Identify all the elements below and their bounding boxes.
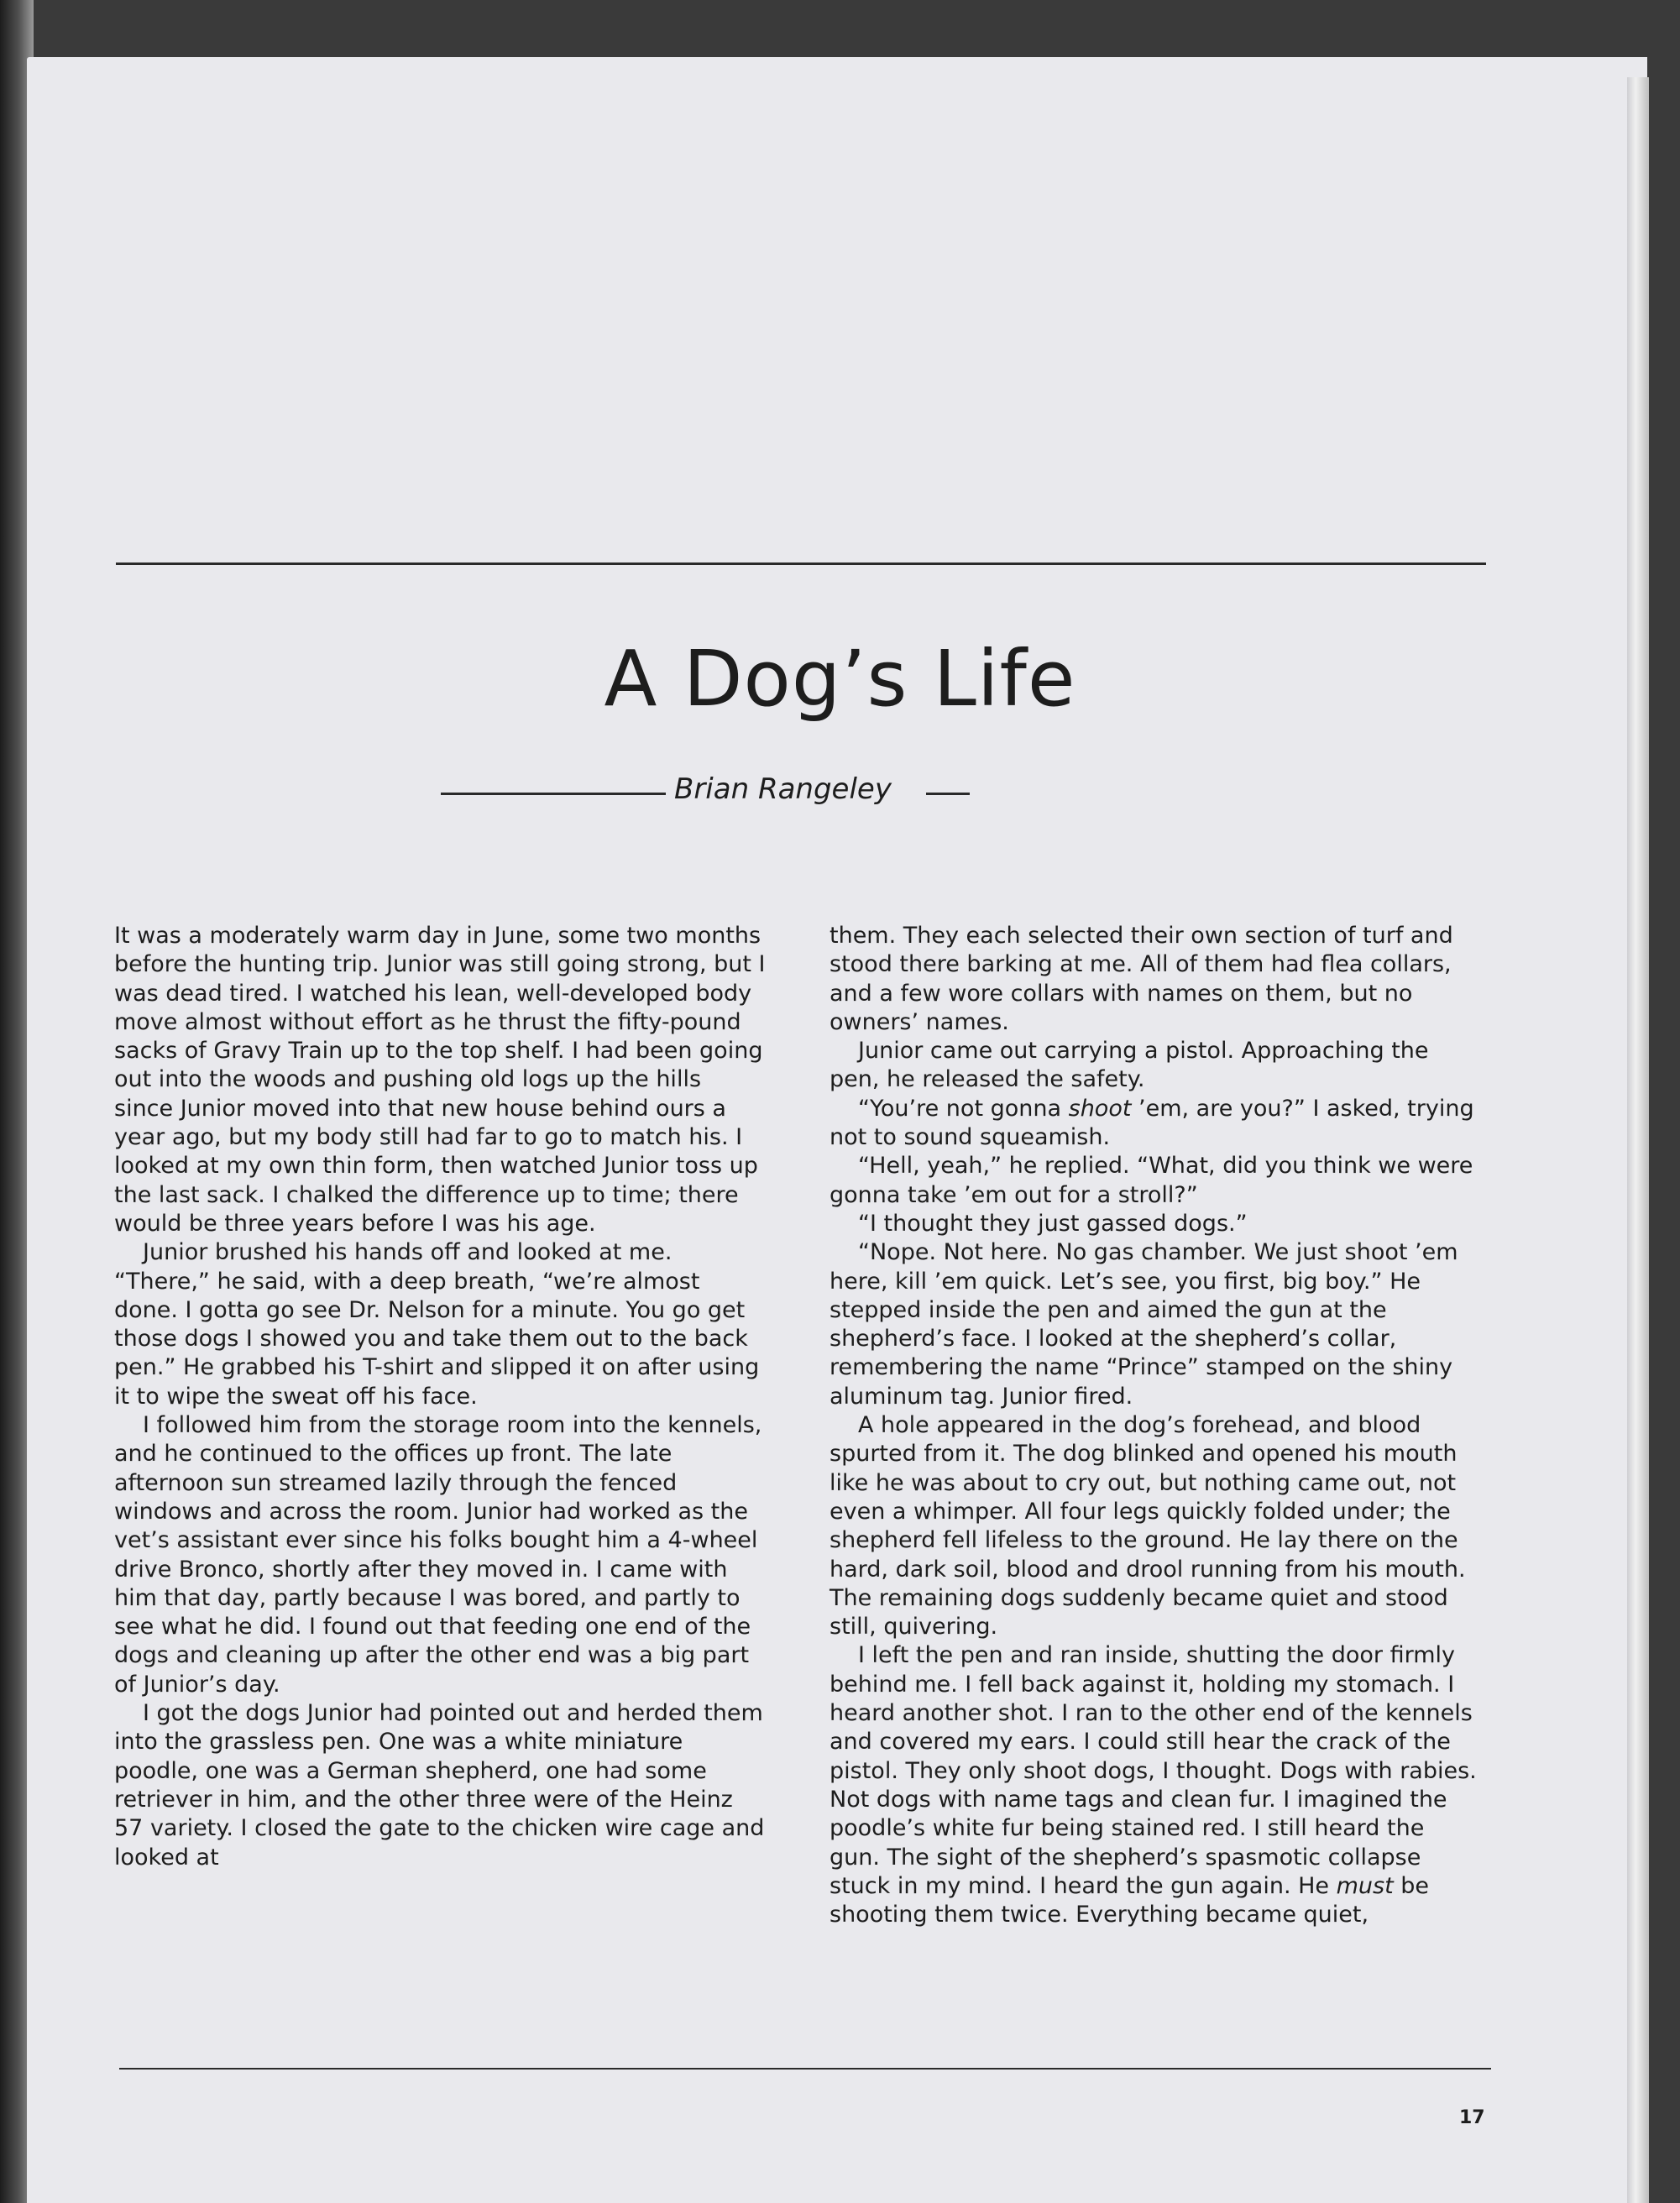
paragraph: “Nope. Not here. No gas chamber. We just shoot ’em here, kill ’em quick. Let’s see, you first, big boy.” He stepped inside the pen and aimed the gun at the shepherd’s face. I looked at the shepherd’s collar, remembering the name “Prince” stamped on the shiny aluminum tag. Junior fired. <box>830 1239 1458 1410</box>
paragraph: Junior brushed his hands off and looked at me. “There,” he said, with a deep breath, “we’re almost done. I gotta go see Dr. Nelson for a minute. You go get those dogs I showed you and take them out to the back pen.” He grabbed his T-shirt and slipped it on after using it to wipe the sweat off his face. <box>114 1239 760 1410</box>
paragraph <box>830 1095 1481 1153</box>
emphasis-text: must <box>1336 1872 1394 1899</box>
narrative-text: be shooting them twice. Everything became quiet, <box>830 1872 1430 1928</box>
text-column-right <box>830 922 1481 1929</box>
paragraph: I got the dogs Junior had pointed out and herded them into the grassless pen. One was a white miniature poodle, one was a German shepherd, one had some retriever in him, and the other three were of the Heinz 57 variety. I closed the gate to the chicken wire cage and looked at <box>114 1700 765 1871</box>
emphasis-text: shoot <box>1068 1095 1132 1122</box>
paragraph: I followed him from the storage room into the kennels, and he continued to the offices up front. The late afternoon sun streamed lazily through the fenced windows and across the room. Junior had worked as the vet’s assistant ever since his folks bought him a 4-wheel drive Bronco, shortly after they moved in. I came with him that day, partly because I was bored, and partly to see what he did. I found out that feeding one end of the dogs and cleaning up after the other end was a big part of Junior’s day. <box>114 1412 762 1698</box>
dialogue-text: ’em, are you?” I asked, trying not to sound squeamish. <box>830 1095 1474 1151</box>
paragraph: them. They each selected their own section of turf and stood there barking at me. All of them had flea collars, and a few wore collars with names on them, but no owners’ names. <box>830 923 1453 1035</box>
paragraph <box>830 1641 1481 1929</box>
paragraph: A hole appeared in the dog’s forehead, and blood spurted from it. The dog blinked and opened his mouth like he was about to cry out, but nothing came out, not even a whimper. All four legs quickly folded under; the shepherd fell lifeless to the ground. He lay there on the hard, dark soil, blood and drool running from his mouth. The remaining dogs suddenly became quiet and stood still, quivering. <box>830 1412 1466 1640</box>
byline-rule-left <box>441 793 666 795</box>
paragraph: Junior came out carrying a pistol. Approaching the pen, he released the safety. <box>830 1038 1429 1093</box>
narrative-text: I left the pen and ran inside, shutting the door firmly behind me. I fell back against it, holding my stomach. I heard another shot. I ran to the other end of the kennels and covered my ears. I could still hear the crack of the pistol. They only shoot dogs, I thought. Dogs with rabies. Not dogs with name tags and clean fur. I imagined the poodle’s white fur being stained red. I still heard the gun. The sight of the shepherd’s spasmotic collapse stuck in my mind. I heard the gun again. He <box>830 1642 1477 1899</box>
paragraph: “Hell, yeah,” he replied. “What, did you think we were gonna take ’em out for a stroll?” <box>830 1153 1473 1208</box>
byline-rule-right <box>926 793 970 795</box>
author-name: Brian Rangeley <box>674 772 892 806</box>
page-number: 17 <box>1459 2107 1485 2128</box>
text-column-left <box>114 922 766 1872</box>
page-edge <box>1627 77 1649 2203</box>
article-title: A Dog’s Life <box>604 634 1076 724</box>
paragraph: “I thought they just gassed dogs.” <box>858 1210 1248 1237</box>
byline <box>441 772 928 811</box>
title-top-rule <box>116 563 1486 565</box>
dialogue-text: “You’re not gonna <box>858 1095 1069 1122</box>
footer-rule <box>119 2068 1491 2070</box>
paragraph: It was a moderately warm day in June, some two months before the hunting trip. Junior was still going strong, but I was dead tired. I watched his lean, well-developed body move almost without effort as he thrust the fifty-pound sacks of Gravy Train up to the top shelf. I had been going out into the woods and pushing old logs up the hills since Junior moved into that new house behind ours a year ago, but my body still had far to go to match his. I looked at my own thin form, then watched Junior toss up the last sack. I chalked the difference up to time; there would be three years before I was his age. <box>114 923 766 1237</box>
